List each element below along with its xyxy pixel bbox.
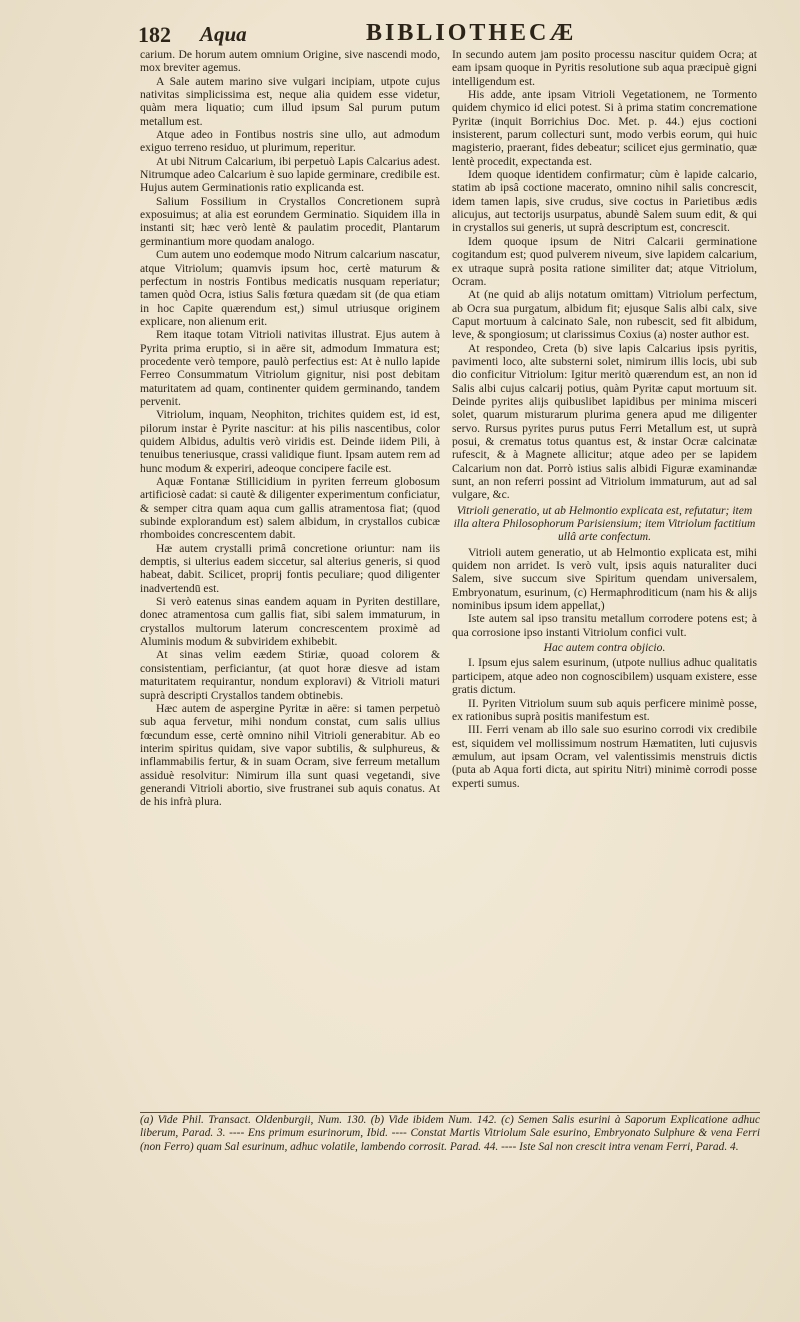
paragraph: His adde, ante ipsam Vitrioli Vegetationem, ne Tormento quidem chymico id elici potest. Si à prima statim concrematione Pyritæ (inquit Borrichius Doc. Met. p. 44.) ejus coctioni insisterent, parum collecturi sunt, modo verbis eorum, qui huic magisterio, praerant, fides debeatur; scilicet ejus germinatio, quæ lentè procedit, expectanda est. (452, 88, 757, 168)
running-head-title: BIBLIOTHECÆ (366, 20, 577, 46)
paragraph: A Sale autem marino sive vulgari incipiam, utpote cujus nativitas simplicissima est, neque alia quidem esse videtur, quàm mera liquatio; cum illud ipsum Sal purum putum metallum est. (140, 74, 440, 128)
paragraph: Vitrioli autem generatio, ut ab Helmontio explicata est, mihi quidem non arridet. Is verò vult, ipsis aquis naturaliter duci Salem, sive succum sive Spiritum quendam universalem, Embryonatum, esurinum, (c) Hermaphroditicum (nam his & alijs nominibus ipsum idem appellat,) (452, 545, 757, 613)
paragraph: Hæ autem crystalli primâ concretione oriuntur: nam iis demptis, si ulterius eadem siccetur, sal alterius generis, si quod habeat, dabit. Scilicet, proprij fontis peculiare; quod diligenter inadvertendū est. (140, 541, 440, 595)
section-caption: Vitrioli generatio, ut ab Helmontio explicata est, refutatur; item illa altera Philosophorum Parisiensium; item Vitriolum factitium ullâ arte confectum. (453, 503, 756, 544)
objection-heading: Hac autem contra objicio. (543, 641, 666, 655)
objection-item: III. Ferri venam ab illo sale suo esurino corrodi vix credibile est, siquidem vel mollissimum nostrum Hæmatiten, luti cujusvis æmulum, aut ipsam Ocram, vel valentissimis menstruis dictis (puta ab Aqua forti dicta, aut spiritu Nitri) minimè corrodi posse experti sumus. (452, 723, 757, 790)
running-head-word: Aqua (200, 22, 247, 46)
paragraph: Idem quoque identidem confirmatur; cùm è lapide calcario, statim ab ipsâ coctione macerato, omnino nihil salis concrescit, idem tamen lapis, sive crudus, sive coctus in Parietibus ædis alicujus, aut tectorijs usurpatus, abundè Salem suum edit, & qui in crystallos sui generis, ut suprà descriptum est, concrescit. (452, 168, 757, 235)
footnote-text: (a) Vide Phil. Transact. Oldenburgii, Num. 130. (b) Vide ibidem Num. 142. (c) Semen Salis esurini à Saporum Explicatione adhuc liberum, Parad. 3. ---- Ens primum esurinorum, Ibid. ---- Constat Martis Vitriolum Sale esurino, Embryonato Sulphure & vena Ferri (non Ferro) quam Sal esurinum, adhuc volatile, lambendo corrosit. Parad. 44. ---- Iste Sal non crescit intra venam Ferri, Parad. 4. (140, 1114, 760, 1153)
left-text-column (140, 48, 440, 1086)
paragraph: Si verò eatenus sinas eandem aquam in Pyriten destillare, donec atramentosa cum gallis fiat, sibi salem immaturum, in crystallos multorum laterum concrescentem proximè ad Aluminis modum & subviridem exhibebit. (140, 595, 440, 649)
paragraph: Rem itaque totam Vitrioli nativitas illustrat. Ejus autem à Pyrita prima eruptio, si in aëre sit, admodum Immatura est; procedente verò tempore, paulò perfectius est: At è nullo lapide Ferreo Consummatum Vitriolum gignitur, nisi post debitam maturitatem ad quam, continenter quidem germinando, tandem pervenit. (140, 328, 440, 408)
page-header (138, 20, 760, 48)
paragraph: Atque adeo in Fontibus nostris sine ullo, aut admodum exiguo terreno residuo, ut plurimum, reperitur. (140, 128, 440, 155)
paragraph: Hæc autem de aspergine Pyritæ in aëre: si tamen perpetuò sub aqua fervetur, mihi nondum constat, cum salis ullius fœcundum esse, certè omnino nihil Vitrioli generabitur. Ab eo interim spiritus quidam, sive vapor subtilis, & sulphureus, & inflammabilis fertur, & in suam Ocram, sive ferreum metallum assiduè resolvitur: Nimirum illa sunt quasi vegetandi, sive generandi Vitrioli abortio, sive frustranei sub aquis conatus. At de his infrà plura. (140, 701, 440, 809)
paragraph: Cum autem uno eodemque modo Nitrum calcarium nascatur, atque Vitriolum; quamvis ipsum hoc, certè maturum & perfectum in nostris Fontibus medicatis nusquam reperiatur; tamen quòd Ocra, istius Salis fœtura quædam sit (de qua etiam in hoc Capite quærendum est,) simul utriusque originem explicare, non alienum erit. (140, 248, 440, 328)
paragraph: carium. De horum autem omnium Origine, sive nascendi modo, mox breviter agemus. (140, 48, 440, 75)
paragraph: Idem quoque ipsum de Nitri Calcarii germinatione cogitandum est; quod pulverem niveum, sive lapidem calcarium, ex utraque suprà posita ratione similiter dat; atque Vitriolum, Ocram. (452, 234, 757, 288)
paragraph: Salium Fossilium in Crystallos Concretionem suprà exposuimus; at alia est eorundem Germinatio. Siquidem illa in instanti sit; hæc verò lentè & paulatim procedit, Plantarum germinantium more quodam analogo. (140, 194, 440, 248)
objection-item: II. Pyriten Vitriolum suum sub aquis perficere minimè posse, ex rationibus suprà positis manifestum est. (452, 696, 757, 723)
paragraph: At ubi Nitrum Calcarium, ibi perpetuò Lapis Calcarius adest. Nitrumque adeo Calcarium è suo lapide germinare, credibile est. Hujus autem Germinationis ratio explicanda est. (140, 154, 440, 195)
paragraph: Aquæ Fontanæ Stillicidium in pyriten ferreum globosum artificiosè cadat: si cautè & diligenter experimentum conficiatur, & semper citra quam aqua cum gallis atramentosa fiat; (quod subinde explorandum est) salem albidum, in crystallos cubicæ rhomboides concrescentem dabit. (140, 475, 440, 542)
paragraph: Vitriolum, inquam, Neophiton, trichites quidem est, id est, pilorum instar è Pyrite nascitur: at his pilis nascentibus, color quidem Albidus, adultis verò viridis est. Deinde iidem Pili, à tenuibus teneriusque, crassi validique fiunt. Ipsam autem rem ad hunc modum & experiri, adeoque concipere facile est. (140, 408, 440, 475)
right-text-column (452, 48, 757, 1094)
paragraph: At respondeo, Creta (b) sive lapis Calcarius ipsis pyritis, pavimenti loco, alte substerni solet, nimirum illis locis, ubi sub dio conficitur Vitriolum: Igitur meritò quærendum est, an non id Salis albi cujus calcarij potius, quàm Pyritæ caput mortuum sit. Deinde pyrites alijs quibuslibet lapidibus per minima misceri solet, quarum misturarum plurima genera apud me diligenter servo. Rursus pyrites purus putus Ferri Metallum est, ut suprà posui, & crematus totus quantus est, & instar Ocræ calcinatæ rufescit, & à Magnete allicitur; atque adeo per se lapidem Calcarium non dat. Porrò istius salis albidi Figuræ examinandæ sunt, an non referri possint ad Vitriolum immaturum, aut ad sal vulgare, &c. (452, 341, 757, 502)
footnotes (140, 1114, 760, 1154)
paragraph: At sinas velim eædem Stiriæ, quoad colorem & consistentiam, perficiantur, (at quot horæ diesve ad istam maturitatem requirantur, nondum exploravi) & Vitrioli maturi suprà descripti Crystallos tandem obtinebis. (140, 648, 440, 702)
objection-item: I. Ipsum ejus salem esurinum, (utpote nullius adhuc qualitatis participem, atque adeo non cognoscibilem) usquam existere, esse gratis dictum. (452, 656, 757, 697)
paragraph: At (ne quid ab alijs notatum omittam) Vitriolum perfectum, ab Ocra sua purgatum, albidum fit; ejusque Salis albi calx, sive Caput mortuum à calcinato Sale, non rubescit, sed fit albidum, leve, & spongiosum; ut clarissimus Coxius (a) noster author est. (452, 288, 757, 342)
paragraph: In secundo autem jam posito processu nascitur quidem Ocra; at eam ipsam quoque in Pyritis resolutione sub aqua præcipuè gigni intelligendum est. (452, 48, 757, 88)
page-number: 182 (138, 22, 171, 47)
paragraph: Iste autem sal ipso transitu metallum corrodere potens est; à qua corrosione ipso instanti Vitriolum confici vult. (452, 612, 757, 639)
footnote-divider (140, 1112, 760, 1113)
